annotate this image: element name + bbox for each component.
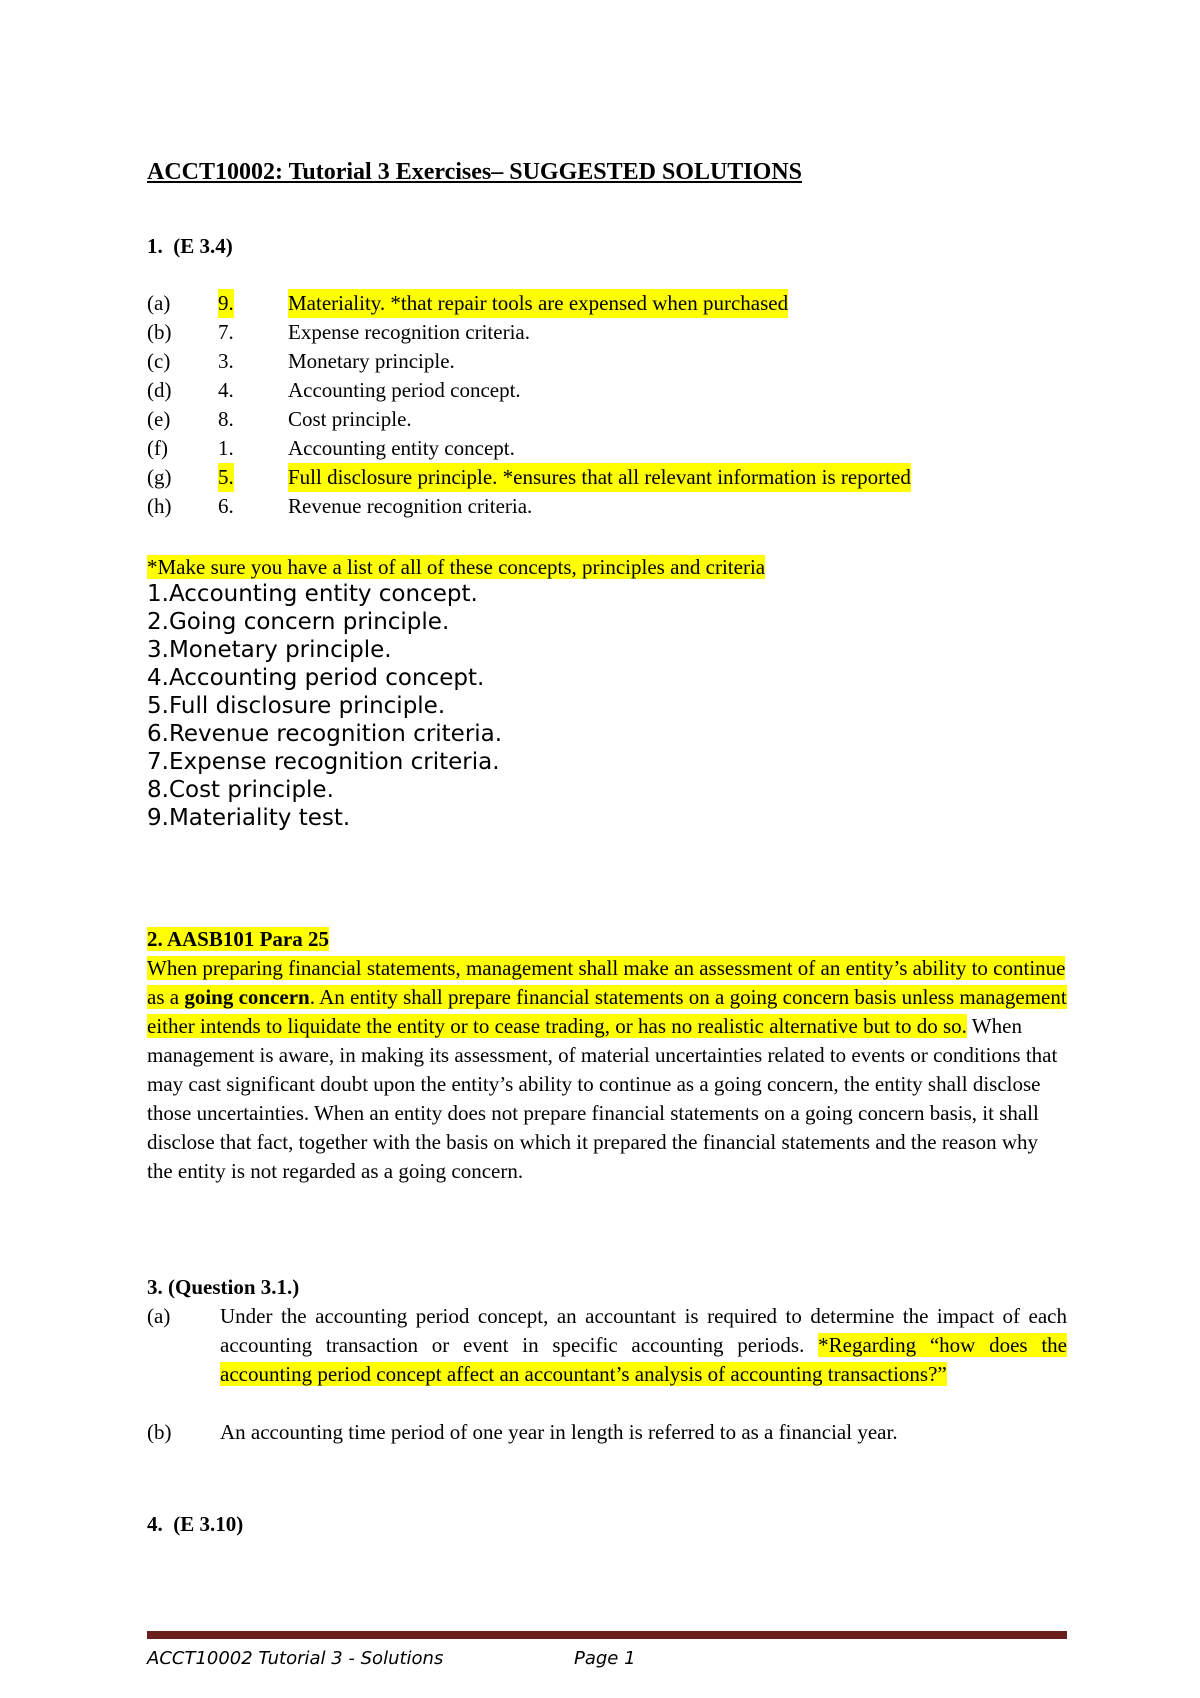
page-title: ACCT10002: Tutorial 3 Exercises– SUGGESTED SOLUTIONS xyxy=(147,159,802,185)
footer-rule xyxy=(147,1631,1067,1639)
q2-text-part2: . An entity shall prepare financial statements on a going concern basis unless management either intends to liquidate the entity or to cease trading, or has no realistic alternative but to do so. xyxy=(147,985,1067,1038)
q1-note xyxy=(147,553,765,582)
q2-heading-text: 2. AASB101 Para 25 xyxy=(147,927,330,951)
concept-item: 1.Accounting entity concept. xyxy=(147,581,478,607)
q2-plain-text: When management is aware, in making its assessment, of material uncertainties related to events or conditions that may cast significant doubt upon the entity’s ability to continue as a going concern, the entity shall disclose those uncertainties. When an entity does not prepare financial statements on a going concern basis, it shall disclose that fact, together with the basis on which it prepared the financial statements and the reason why the entity is not regarded as a going concern. xyxy=(147,1014,1058,1183)
q3-a-body xyxy=(220,1302,1067,1389)
answer-text: Full disclosure principle. *ensures that all relevant information is reported xyxy=(288,463,911,492)
footer-page-number: Page 1 xyxy=(574,1648,636,1669)
answer-number: 3. xyxy=(218,349,234,373)
answer-letter: (g) xyxy=(147,465,172,489)
q1-note-text: *Make sure you have a list of all of these concepts, principles and criteria xyxy=(147,555,766,579)
answer-letter: (d) xyxy=(147,378,172,402)
q2-bold-term: going concern xyxy=(184,985,310,1009)
q1-number: 1. xyxy=(147,234,163,258)
q4-reference: (E 3.10) xyxy=(173,1512,244,1536)
answer-letter: (a) xyxy=(147,291,171,315)
concept-item: 9.Materiality test. xyxy=(147,805,351,831)
answer-text: Accounting period concept. xyxy=(288,378,521,402)
q2-highlighted-text xyxy=(147,956,1067,1038)
answer-letter: (c) xyxy=(147,349,171,373)
answer-text: Materiality. *that repair tools are expensed when purchased xyxy=(288,289,788,318)
q3-heading: 3. (Question 3.1.) xyxy=(147,1275,300,1299)
answer-number: 9. xyxy=(218,289,234,318)
q2-heading xyxy=(147,925,329,954)
concept-item: 4.Accounting period concept. xyxy=(147,665,485,691)
q2-text-part1: When preparing financial statements, management shall make an assessment of an entity’s ability to continue as a xyxy=(147,956,1066,1009)
answer-number: 7. xyxy=(218,320,234,344)
answer-letter: (e) xyxy=(147,407,171,431)
q2-paragraph xyxy=(147,954,1067,1186)
concept-item: 3.Monetary principle. xyxy=(147,637,392,663)
q3-b-text: An accounting time period of one year in length is referred to as a financial year. xyxy=(220,1420,898,1444)
q1-heading xyxy=(147,232,233,261)
answer-text: Monetary principle. xyxy=(288,349,455,373)
q4-number: 4. xyxy=(147,1512,163,1536)
q3-a-label: (a) xyxy=(147,1304,171,1328)
concept-item: 5.Full disclosure principle. xyxy=(147,693,446,719)
concept-item: 8.Cost principle. xyxy=(147,777,334,803)
footer-title: ACCT10002 Tutorial 3 - Solutions xyxy=(147,1648,444,1669)
q3-item-b xyxy=(147,1418,1067,1447)
answer-number: 8. xyxy=(218,407,234,431)
q4-heading xyxy=(147,1510,243,1539)
answer-letter: (h) xyxy=(147,494,172,518)
answer-number: 5. xyxy=(218,463,234,492)
concept-item: 6.Revenue recognition criteria. xyxy=(147,721,503,747)
q3-b-label: (b) xyxy=(147,1420,172,1444)
concept-item: 7.Expense recognition criteria. xyxy=(147,749,500,775)
answer-text: Accounting entity concept. xyxy=(288,436,515,460)
answer-number: 4. xyxy=(218,378,234,402)
answer-text: Expense recognition criteria. xyxy=(288,320,530,344)
answer-text: Revenue recognition criteria. xyxy=(288,494,533,518)
answer-number: 1. xyxy=(218,436,234,460)
answer-text: Cost principle. xyxy=(288,407,412,431)
answer-number: 6. xyxy=(218,494,234,518)
answer-letter: (b) xyxy=(147,320,172,344)
concept-list xyxy=(147,580,502,832)
concept-item: 2.Going concern principle. xyxy=(147,609,450,635)
answer-letter: (f) xyxy=(147,436,168,460)
q3-a-highlight: *Regarding “how does the accounting period concept affect an accountant’s analysis of accounting transactions?” xyxy=(220,1333,1067,1386)
q3-a-text: Under the accounting period concept, an accountant is required to determine the impact of each accounting transaction or event in specific accounting periods. xyxy=(220,1304,1067,1357)
q1-reference: (E 3.4) xyxy=(173,234,233,258)
q3-item-a xyxy=(147,1302,1067,1389)
